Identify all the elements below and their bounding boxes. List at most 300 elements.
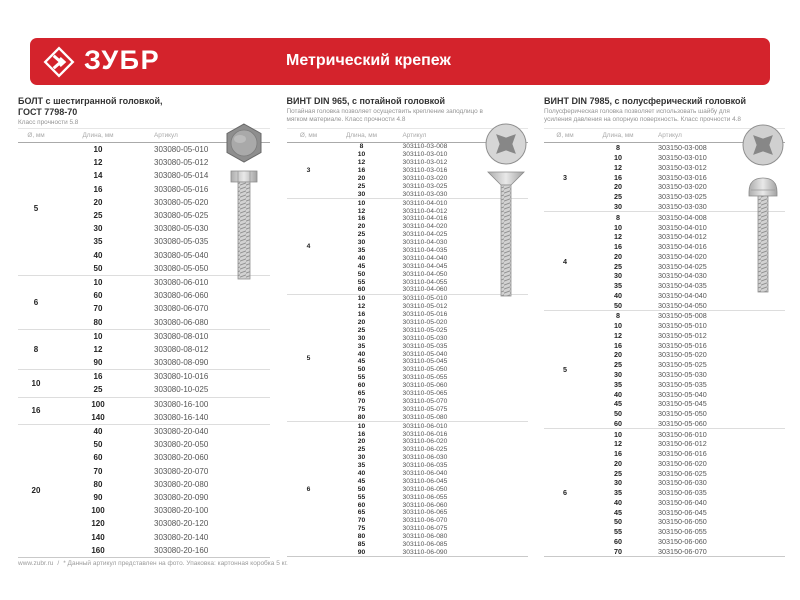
table-row [586, 232, 785, 242]
length-cell: 12 [357, 207, 366, 215]
sku-cell: 303150-06-010 [658, 429, 707, 439]
length-cell: 35 [357, 342, 366, 350]
table-row [586, 360, 785, 370]
sku-cell: 303150-03-030 [658, 201, 707, 211]
length-cell: 55 [614, 527, 622, 537]
diameter-cell: 6 [33, 297, 39, 307]
length-cell: 90 [357, 548, 366, 556]
length-cell: 25 [357, 231, 366, 239]
table-row [586, 478, 785, 488]
table-row [586, 399, 785, 409]
sku-cell: 303110-05-035 [402, 342, 448, 350]
sku-cell: 303080-20-090 [154, 492, 209, 502]
table-row [331, 501, 528, 509]
table-row [54, 530, 270, 543]
sku-cell: 303110-03-020 [402, 175, 448, 182]
table-row [331, 454, 528, 462]
length-cell: 25 [93, 211, 103, 221]
table-row [331, 533, 528, 541]
length-cell: 10 [93, 331, 103, 341]
table-row [586, 182, 785, 192]
table-row [54, 183, 270, 196]
length-cell: 40 [614, 389, 622, 399]
sku-cell: 303080-06-070 [154, 304, 209, 314]
length-cell: 8 [616, 212, 620, 222]
length-cell: 80 [357, 533, 366, 541]
table-row [586, 370, 785, 380]
length-cell: 40 [93, 427, 103, 437]
table-row [54, 249, 270, 262]
length-cell: 16 [614, 449, 622, 459]
table-row [586, 172, 785, 182]
sku-cell: 303150-06-016 [658, 449, 707, 459]
length-cell: 75 [357, 405, 366, 413]
table-row [54, 544, 270, 557]
sku-cell: 303080-20-140 [154, 532, 209, 542]
sku-cell: 303110-06-020 [402, 438, 448, 446]
column-header-length: Длина, мм [82, 132, 114, 139]
length-cell: 25 [357, 446, 366, 454]
sku-cell: 303080-05-050 [154, 263, 209, 273]
table-row [331, 541, 528, 549]
sku-cell: 303110-05-060 [402, 382, 448, 390]
table-row [586, 271, 785, 281]
group-rows [54, 276, 270, 329]
length-cell: 75 [357, 525, 366, 533]
length-cell: 100 [91, 399, 105, 409]
table-din7985-screw [544, 96, 785, 558]
group-rows [54, 370, 270, 396]
table-row [586, 537, 785, 547]
table-row [586, 409, 785, 419]
length-cell: 50 [357, 485, 366, 493]
length-cell: 50 [614, 300, 622, 310]
diameter-group [18, 143, 270, 275]
table-row [331, 326, 528, 334]
sku-cell: 303150-03-025 [658, 192, 707, 202]
brand-logo [30, 46, 160, 78]
length-cell: 12 [93, 344, 103, 354]
length-cell: 55 [357, 278, 366, 286]
sku-cell: 303110-05-055 [402, 374, 448, 382]
group-rows [586, 429, 785, 556]
table-din965-screw [287, 96, 528, 558]
sku-cell: 303110-06-085 [402, 540, 448, 548]
length-cell: 16 [357, 311, 366, 319]
column-headers [544, 128, 785, 143]
column-header-length: Длина, мм [602, 132, 634, 139]
table-row [586, 143, 785, 153]
column-header-sku: Артикул [402, 132, 427, 139]
sku-cell: 303110-06-016 [402, 430, 448, 438]
length-cell: 60 [357, 501, 366, 509]
length-cell: 120 [91, 519, 105, 529]
sku-cell: 303150-03-012 [658, 162, 707, 172]
diameter-group [18, 329, 270, 370]
sku-cell: 303150-04-016 [658, 242, 707, 252]
table-row [331, 470, 528, 478]
length-cell: 20 [614, 458, 622, 468]
length-cell: 10 [614, 153, 622, 163]
length-cell: 10 [357, 151, 366, 159]
length-cell: 20 [357, 223, 366, 231]
sku-cell: 303150-05-020 [658, 350, 707, 360]
table-row [331, 390, 528, 398]
sku-cell: 303110-06-025 [402, 446, 448, 454]
length-cell: 50 [93, 263, 103, 273]
length-cell: 12 [357, 159, 366, 167]
length-cell: 140 [91, 412, 105, 422]
length-cell: 55 [357, 374, 366, 382]
sku-cell: 303110-05-050 [402, 366, 448, 374]
table-description: Потайная головка позволяет осуществить крепление заподлицо в мягком материале. Класс прочности 4.8 [286, 108, 483, 124]
group-rows [54, 425, 270, 557]
sku-cell: 303110-03-012 [402, 159, 448, 167]
sku-cell: 303150-06-025 [658, 468, 707, 478]
length-cell: 30 [614, 201, 622, 211]
sku-cell: 303110-06-055 [402, 493, 448, 501]
sku-cell: 303110-04-040 [402, 254, 448, 262]
table-row [586, 389, 785, 399]
footer-note: * Данный артикул представлен на фото. Упаковка: картонная коробка 5 кг. [63, 560, 288, 567]
sku-cell: 303080-16-140 [154, 412, 209, 422]
table-row [586, 212, 785, 222]
group-rows [331, 199, 528, 294]
table-row [586, 251, 785, 261]
table-row [331, 358, 528, 366]
sku-cell: 303110-04-045 [402, 262, 448, 270]
sku-cell: 303150-05-050 [658, 409, 707, 419]
table-title-line: БОЛТ с шестигранной головкой, [18, 96, 163, 106]
length-cell: 12 [614, 162, 622, 172]
table-row [54, 356, 270, 369]
diameter-group [287, 294, 528, 421]
table-row [586, 290, 785, 300]
sku-cell: 303080-05-020 [154, 197, 209, 207]
sku-cell: 303150-04-010 [658, 222, 707, 232]
length-cell: 85 [357, 540, 366, 548]
sku-cell: 303150-06-012 [658, 439, 707, 449]
table-row [331, 350, 528, 358]
sku-cell: 303150-06-020 [658, 458, 707, 468]
length-cell: 160 [91, 545, 105, 555]
table-row [586, 163, 785, 173]
sku-cell: 303080-08-010 [154, 331, 209, 341]
sku-cell: 303110-04-025 [402, 231, 448, 239]
footer-site-url: www.zubr.ru [18, 560, 54, 567]
zubr-diamond-icon [43, 46, 75, 78]
table-row [54, 504, 270, 517]
table-title-line: ВИНТ DIN 7985, с полусферический головкой [544, 96, 747, 106]
length-cell: 60 [357, 382, 366, 390]
sku-cell: 303110-05-030 [402, 334, 448, 342]
table-row [586, 468, 785, 478]
sku-cell: 303080-05-016 [154, 184, 209, 194]
sku-cell: 303110-05-025 [402, 326, 448, 334]
table-row [54, 517, 270, 530]
sku-cell: 303110-04-050 [402, 270, 448, 278]
length-cell: 40 [357, 350, 366, 358]
sku-cell: 303110-06-030 [402, 454, 448, 462]
length-cell: 35 [357, 247, 366, 255]
brand-name: ЗУБР [84, 44, 161, 75]
diameter-group [287, 421, 528, 556]
table-row [54, 411, 270, 424]
sku-cell: 303080-06-080 [154, 317, 209, 327]
length-cell: 20 [93, 197, 103, 207]
sku-cell: 303110-04-060 [402, 286, 448, 294]
diameter-cell: 5 [306, 354, 311, 362]
length-cell: 8 [616, 143, 620, 153]
table-row [331, 239, 528, 247]
sku-cell: 303110-04-030 [402, 239, 448, 247]
table-row [331, 405, 528, 413]
sku-cell: 303080-06-010 [154, 277, 209, 287]
sku-cell: 303110-06-060 [402, 501, 448, 509]
table-row [331, 374, 528, 382]
table-row [331, 159, 528, 167]
sku-cell: 303150-05-025 [658, 360, 707, 370]
sku-cell: 303150-05-030 [658, 369, 707, 379]
diameter-cell: 4 [563, 256, 567, 266]
group-rows [54, 330, 270, 370]
table-row [586, 449, 785, 459]
table-row [54, 156, 270, 169]
length-cell: 30 [357, 239, 366, 247]
table-row [331, 254, 528, 262]
sku-cell: 303150-04-012 [658, 232, 707, 242]
table-row [586, 153, 785, 163]
sku-cell: 303110-05-075 [402, 405, 448, 413]
table-row [54, 235, 270, 248]
diameter-group [18, 397, 270, 424]
table-row [331, 311, 528, 319]
sku-cell: 303110-05-040 [402, 350, 448, 358]
sku-cell: 303110-03-030 [402, 190, 448, 198]
sku-cell: 303150-05-040 [658, 389, 707, 399]
sku-cell: 303150-03-016 [658, 172, 707, 182]
length-cell: 20 [614, 251, 622, 261]
length-cell: 20 [357, 438, 366, 446]
diameter-cell: 8 [33, 344, 39, 354]
length-cell: 10 [614, 429, 622, 439]
column-headers [287, 128, 528, 143]
table-row [586, 311, 785, 321]
sku-cell: 303150-06-030 [658, 478, 707, 488]
table-row [331, 446, 528, 454]
sku-cell: 303110-04-055 [402, 278, 448, 286]
length-cell: 30 [357, 454, 366, 462]
sku-cell: 303150-04-040 [658, 290, 707, 300]
table-row [54, 330, 270, 343]
table-title-line: ГОСТ 7798-70 [18, 106, 78, 117]
length-cell: 30 [614, 369, 622, 379]
table-row [331, 525, 528, 533]
length-cell: 10 [614, 222, 622, 232]
sku-cell: 303110-06-075 [402, 525, 448, 533]
table-row [586, 439, 785, 449]
group-rows [54, 398, 270, 424]
length-cell: 30 [93, 224, 103, 234]
table-row [331, 303, 528, 311]
sku-cell: 303080-20-160 [154, 545, 209, 555]
length-cell: 16 [357, 215, 366, 223]
footer [18, 560, 292, 567]
table-row [331, 462, 528, 470]
sku-cell: 303150-04-050 [658, 300, 707, 310]
length-cell: 50 [357, 366, 366, 374]
group-rows [331, 143, 528, 198]
group-rows [331, 422, 528, 556]
diameter-group [544, 143, 785, 211]
length-cell: 65 [357, 390, 366, 398]
group-rows [586, 143, 785, 211]
sku-cell: 303150-04-035 [658, 281, 707, 291]
length-cell: 8 [616, 311, 620, 321]
table-row [331, 151, 528, 159]
diameter-cell: 6 [563, 488, 567, 498]
length-cell: 40 [357, 254, 366, 262]
sku-cell: 303110-03-016 [402, 167, 448, 175]
table-row [586, 331, 785, 341]
table-row [54, 196, 270, 209]
sku-cell: 303080-05-040 [154, 250, 209, 260]
table-row [54, 343, 270, 356]
diameter-cell: 4 [306, 243, 311, 251]
sku-cell: 303110-04-016 [402, 215, 448, 223]
table-row [331, 438, 528, 446]
sku-cell: 303150-06-070 [658, 546, 707, 556]
table-row [331, 334, 528, 342]
sku-cell: 303080-20-040 [154, 427, 209, 437]
table-row [586, 418, 785, 428]
table-row [331, 366, 528, 374]
length-cell: 16 [357, 430, 366, 438]
table-body [287, 143, 528, 557]
table-header [18, 96, 270, 128]
length-cell: 12 [357, 303, 366, 311]
length-cell: 70 [93, 304, 103, 314]
sku-cell: 303110-04-020 [402, 223, 448, 231]
table-row [586, 459, 785, 469]
table-row [331, 422, 528, 430]
table-title-line: ВИНТ DIN 965, с потайной головкой [286, 96, 446, 106]
sku-cell: 303110-06-070 [402, 517, 448, 525]
group-rows [586, 212, 785, 310]
table-row [586, 507, 785, 517]
length-cell: 30 [614, 478, 622, 488]
length-cell: 35 [614, 488, 622, 498]
length-cell: 10 [357, 422, 366, 430]
diameter-cell: 3 [563, 172, 567, 182]
table-body [18, 143, 270, 558]
sku-cell: 303080-20-100 [154, 506, 209, 516]
page-title: Метрический крепеж [286, 52, 451, 69]
length-cell: 12 [93, 158, 103, 168]
table-row [54, 169, 270, 182]
length-cell: 80 [93, 317, 103, 327]
length-cell: 10 [357, 295, 366, 303]
sku-cell: 303080-05-035 [154, 237, 209, 247]
length-cell: 25 [614, 360, 622, 370]
sku-cell: 303150-06-040 [658, 497, 707, 507]
length-cell: 25 [614, 468, 622, 478]
length-cell: 35 [614, 379, 622, 389]
group-rows [54, 143, 270, 275]
length-cell: 12 [614, 439, 622, 449]
sku-cell: 303150-05-016 [658, 340, 707, 350]
length-cell: 25 [614, 192, 622, 202]
table-row [586, 202, 785, 212]
sku-cell: 303110-05-080 [402, 413, 448, 421]
column-header-diameter: Ø, мм [299, 132, 318, 139]
column-headers [18, 128, 270, 143]
diameter-cell: 5 [33, 204, 39, 214]
table-row [331, 231, 528, 239]
length-cell: 90 [93, 492, 103, 502]
sku-cell: 303150-05-010 [658, 321, 707, 331]
table-row [54, 276, 270, 289]
table-row [54, 315, 270, 328]
sku-cell: 303110-06-035 [402, 462, 448, 470]
table-row [54, 209, 270, 222]
sku-cell: 303110-03-008 [402, 143, 448, 151]
sku-cell: 303110-05-012 [402, 303, 448, 311]
length-cell: 45 [357, 477, 366, 485]
length-cell: 16 [357, 167, 366, 175]
length-cell: 30 [614, 271, 622, 281]
diameter-group [18, 275, 270, 329]
length-cell: 80 [357, 413, 366, 421]
table-row [331, 493, 528, 501]
length-cell: 60 [93, 453, 103, 463]
length-cell: 70 [357, 517, 366, 525]
table-row [331, 207, 528, 215]
length-cell: 20 [614, 182, 622, 192]
length-cell: 8 [359, 143, 364, 151]
sku-cell: 303080-05-012 [154, 158, 209, 168]
length-cell: 50 [357, 270, 366, 278]
table-row [54, 222, 270, 235]
sku-cell: 303110-06-050 [402, 485, 448, 493]
sku-cell: 303150-05-008 [658, 311, 707, 321]
table-row [54, 383, 270, 396]
sku-cell: 303110-05-045 [402, 358, 448, 366]
sku-cell: 303150-06-055 [658, 527, 707, 537]
sku-cell: 303150-03-008 [658, 143, 707, 153]
diameter-group [287, 143, 528, 198]
length-cell: 50 [614, 517, 622, 527]
table-header [287, 96, 528, 128]
table-row [586, 222, 785, 232]
length-cell: 60 [357, 286, 366, 294]
column-header-sku: Артикул [154, 132, 178, 139]
sku-cell: 303080-05-030 [154, 224, 209, 234]
table-row [331, 278, 528, 286]
table-row [586, 321, 785, 331]
table-row [586, 281, 785, 291]
table-row [54, 451, 270, 464]
length-cell: 16 [614, 172, 622, 182]
column-header-diameter: Ø, мм [27, 132, 45, 139]
sku-cell: 303080-10-016 [154, 372, 209, 382]
sku-cell: 303110-05-016 [402, 311, 448, 319]
sku-cell: 303080-20-080 [154, 479, 209, 489]
sku-cell: 303080-05-010 [154, 145, 209, 155]
length-cell: 25 [357, 326, 366, 334]
sku-cell: 303110-03-025 [402, 182, 448, 190]
diameter-group [544, 211, 785, 310]
